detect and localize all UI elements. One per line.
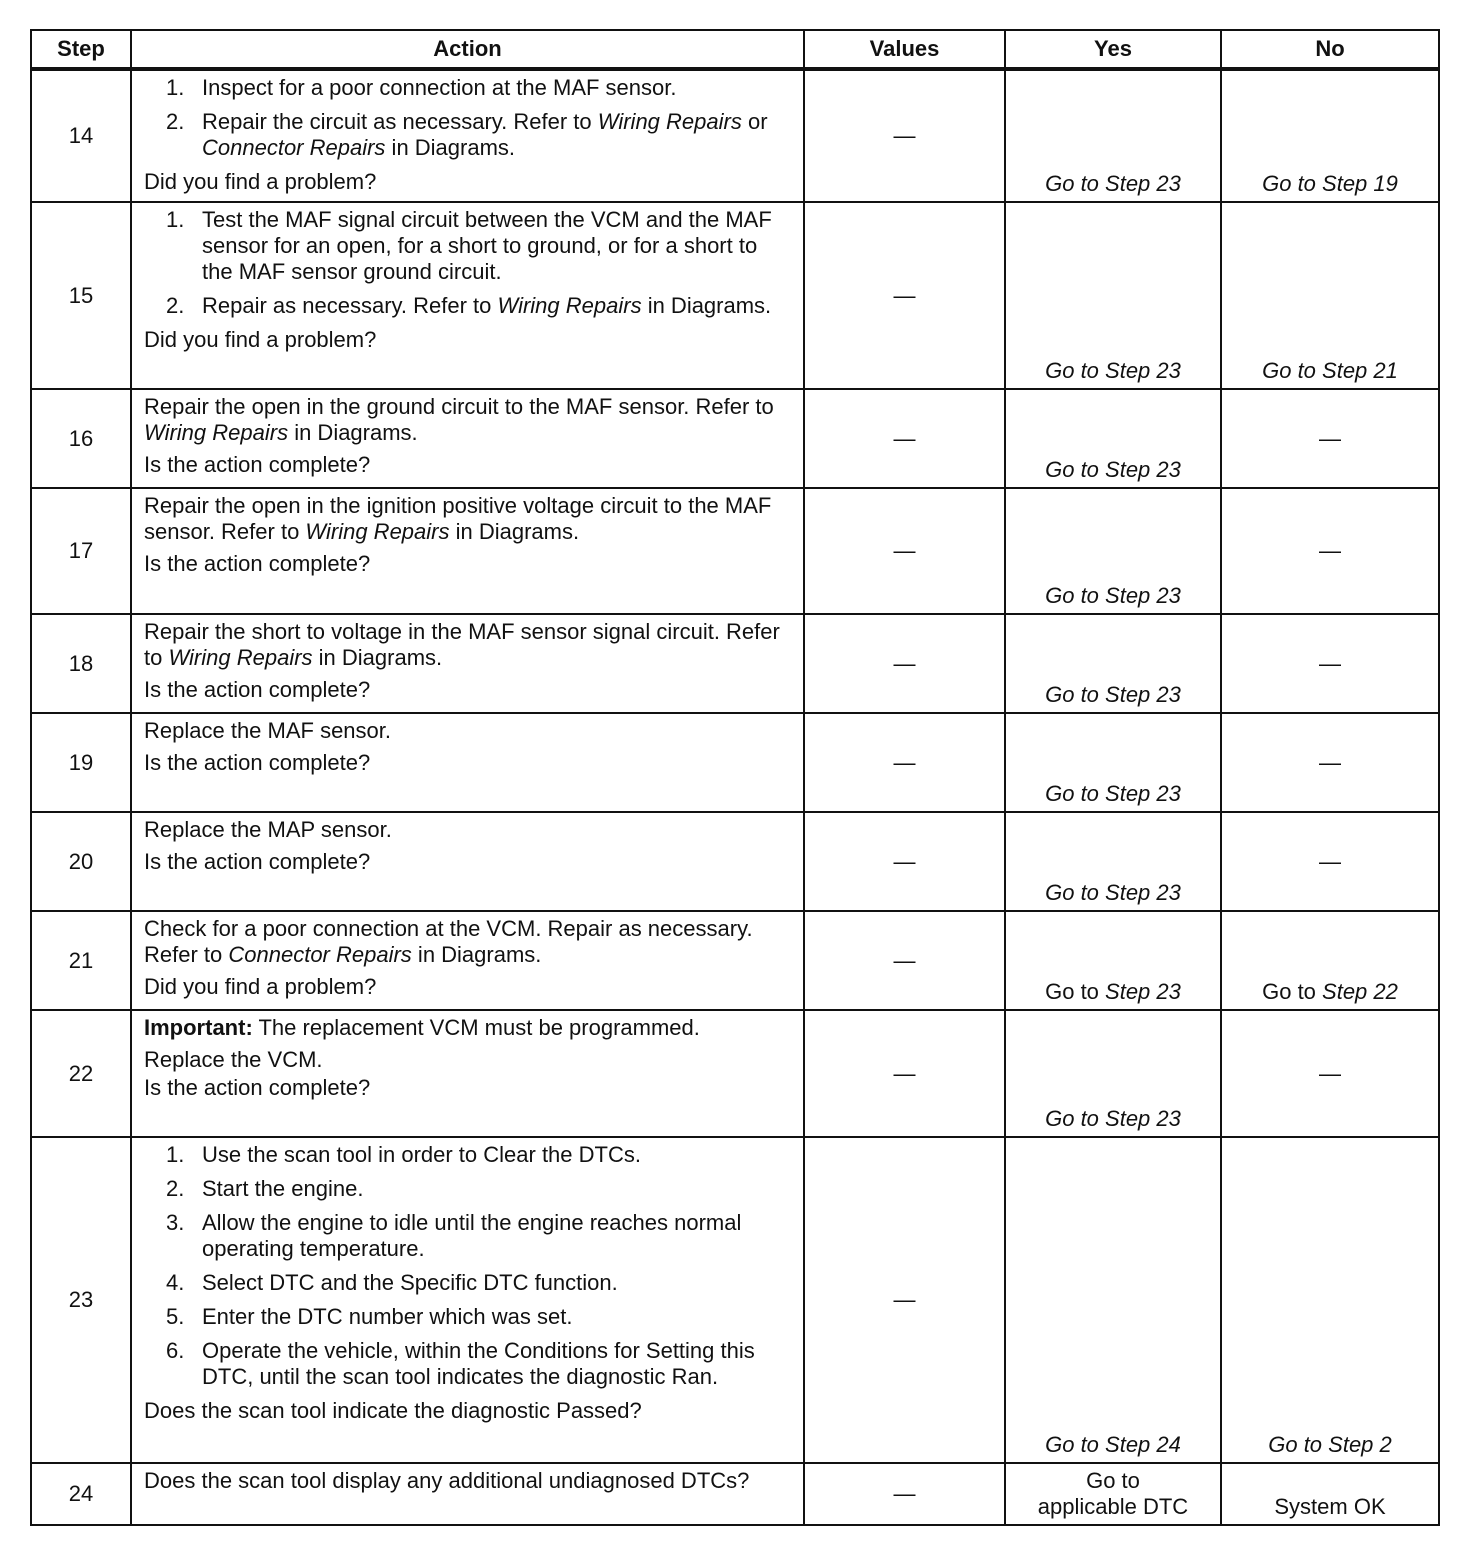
- yes-cell: Go to Step 24: [1005, 1137, 1221, 1463]
- action-cell: [131, 1463, 804, 1525]
- step-number: 18: [31, 614, 131, 713]
- yes-cell: Go to Step 23: [1005, 1010, 1221, 1137]
- action-text: Repair the open in the ground circuit to the MAF sensor. Refer to Wiring Repairs in Diagrams.: [144, 394, 774, 445]
- value-cell: —: [804, 911, 1005, 1010]
- header-no: No: [1221, 30, 1439, 69]
- no-cell: —: [1221, 812, 1439, 911]
- yes-cell: Go to Step 23: [1005, 812, 1221, 911]
- header-yes: Yes: [1005, 30, 1221, 69]
- action-text: Repair the short to voltage in the MAF sensor signal circuit. Refer to Wiring Repairs in Diagrams.: [144, 619, 780, 670]
- table-row: [31, 69, 1439, 202]
- action-text: Check for a poor connection at the VCM. Repair as necessary. Refer to Connector Repairs in Diagrams.: [144, 916, 753, 967]
- action-cell: [131, 202, 804, 389]
- step-number: 21: [31, 911, 131, 1010]
- question: Is the action complete?: [144, 677, 371, 702]
- step-number: 14: [31, 69, 131, 202]
- header-values: Values: [804, 30, 1005, 69]
- header-action: Action: [131, 30, 804, 69]
- question: Is the action complete?: [144, 551, 371, 576]
- value-cell: —: [804, 1463, 1005, 1525]
- step-number: 17: [31, 488, 131, 614]
- value-cell: —: [804, 812, 1005, 911]
- no-cell: —: [1221, 389, 1439, 488]
- no-cell: Go to Step 2: [1221, 1137, 1439, 1463]
- action-cell: [131, 911, 804, 1010]
- table-row: [31, 911, 1439, 1010]
- action-cell: [131, 614, 804, 713]
- list-item: 2. Repair the circuit as necessary. Refer to Wiring Repairs or Connector Repairs in Diagrams.: [166, 109, 768, 160]
- value-cell: —: [804, 202, 1005, 389]
- action-text: Replace the MAP sensor.: [144, 817, 392, 842]
- important-note: Important: The replacement VCM must be programmed.: [144, 1015, 700, 1040]
- list-item: 5. Enter the DTC number which was set.: [166, 1304, 573, 1329]
- action-cell: [131, 389, 804, 488]
- step-number: 22: [31, 1010, 131, 1137]
- no-cell: —: [1221, 713, 1439, 812]
- action-cell: [131, 1137, 804, 1463]
- action-cell: [131, 69, 804, 202]
- yes-cell: Go to Step 23: [1005, 202, 1221, 389]
- step-number: 16: [31, 389, 131, 488]
- step-number: 20: [31, 812, 131, 911]
- table-row: [31, 713, 1439, 812]
- action-text: Repair the open in the ignition positive voltage circuit to the MAF sensor. Refer to Wiring Repairs in Diagrams.: [144, 493, 772, 544]
- diagnostic-steps-table: [30, 29, 1440, 1526]
- list-item: 3. Allow the engine to idle until the engine reaches normal operating temperature.: [166, 1210, 742, 1261]
- table-row: [31, 389, 1439, 488]
- question: Did you find a problem?: [144, 974, 377, 999]
- question: Is the action complete?: [144, 1075, 371, 1100]
- step-number: 24: [31, 1463, 131, 1525]
- action-text: Replace the MAF sensor.: [144, 718, 392, 743]
- no-cell: Go to Step 22: [1221, 911, 1439, 1010]
- action-cell: [131, 1010, 804, 1137]
- step-number: 19: [31, 713, 131, 812]
- yes-cell: Go to Step 23: [1005, 69, 1221, 202]
- no-cell: —: [1221, 488, 1439, 614]
- action-text: Does the scan tool display any additional undiagnosed DTCs?: [144, 1468, 750, 1493]
- list-item: 4. Select DTC and the Specific DTC function.: [166, 1270, 618, 1295]
- no-cell: System OK: [1221, 1463, 1439, 1525]
- question: Did you find a problem?: [144, 327, 377, 352]
- value-cell: —: [804, 713, 1005, 812]
- question: Did you find a problem?: [144, 169, 377, 194]
- no-cell: —: [1221, 1010, 1439, 1137]
- step-number: 15: [31, 202, 131, 389]
- list-item: 1. Test the MAF signal circuit between the VCM and the MAF sensor for an open, for a short to ground, or for a short to the MAF sensor ground circuit.: [166, 207, 772, 284]
- yes-cell: Go to Step 23: [1005, 614, 1221, 713]
- yes-cell: Go to Step 23: [1005, 389, 1221, 488]
- value-cell: —: [804, 488, 1005, 614]
- table-row: [31, 488, 1439, 614]
- action-cell: [131, 713, 804, 812]
- action-cell: [131, 812, 804, 911]
- header-step: Step: [31, 30, 131, 69]
- value-cell: —: [804, 1010, 1005, 1137]
- question: Is the action complete?: [144, 750, 371, 775]
- table-row: [31, 614, 1439, 713]
- value-cell: —: [804, 1137, 1005, 1463]
- yes-cell: Go to Step 23: [1005, 911, 1221, 1010]
- value-cell: —: [804, 69, 1005, 202]
- table-row: [31, 1137, 1439, 1463]
- action-text: Replace the VCM.: [144, 1047, 323, 1072]
- list-item: 1. Inspect for a poor connection at the MAF sensor.: [166, 75, 677, 100]
- yes-cell: Go to Step 23: [1005, 713, 1221, 812]
- table-row: [31, 1463, 1439, 1525]
- table-row: [31, 812, 1439, 911]
- list-item: 1. Use the scan tool in order to Clear the DTCs.: [166, 1142, 641, 1167]
- question: Is the action complete?: [144, 452, 371, 477]
- no-cell: Go to Step 21: [1221, 202, 1439, 389]
- question: Is the action complete?: [144, 849, 371, 874]
- action-cell: [131, 488, 804, 614]
- header-row: [31, 30, 1439, 69]
- list-item: 2. Repair as necessary. Refer to Wiring Repairs in Diagrams.: [166, 293, 772, 318]
- value-cell: —: [804, 389, 1005, 488]
- no-cell: —: [1221, 614, 1439, 713]
- value-cell: —: [804, 614, 1005, 713]
- list-item: 6. Operate the vehicle, within the Conditions for Setting this DTC, until the scan tool indicates the diagnostic Ran.: [166, 1338, 755, 1389]
- no-cell: Go to Step 19: [1221, 69, 1439, 202]
- table-row: [31, 202, 1439, 389]
- question: Does the scan tool indicate the diagnostic Passed?: [144, 1398, 642, 1423]
- yes-cell: Go to Step 23: [1005, 488, 1221, 614]
- step-number: 23: [31, 1137, 131, 1463]
- yes-cell: Go to applicable DTC: [1005, 1463, 1221, 1525]
- table-row: [31, 1010, 1439, 1137]
- list-item: 2. Start the engine.: [166, 1176, 364, 1201]
